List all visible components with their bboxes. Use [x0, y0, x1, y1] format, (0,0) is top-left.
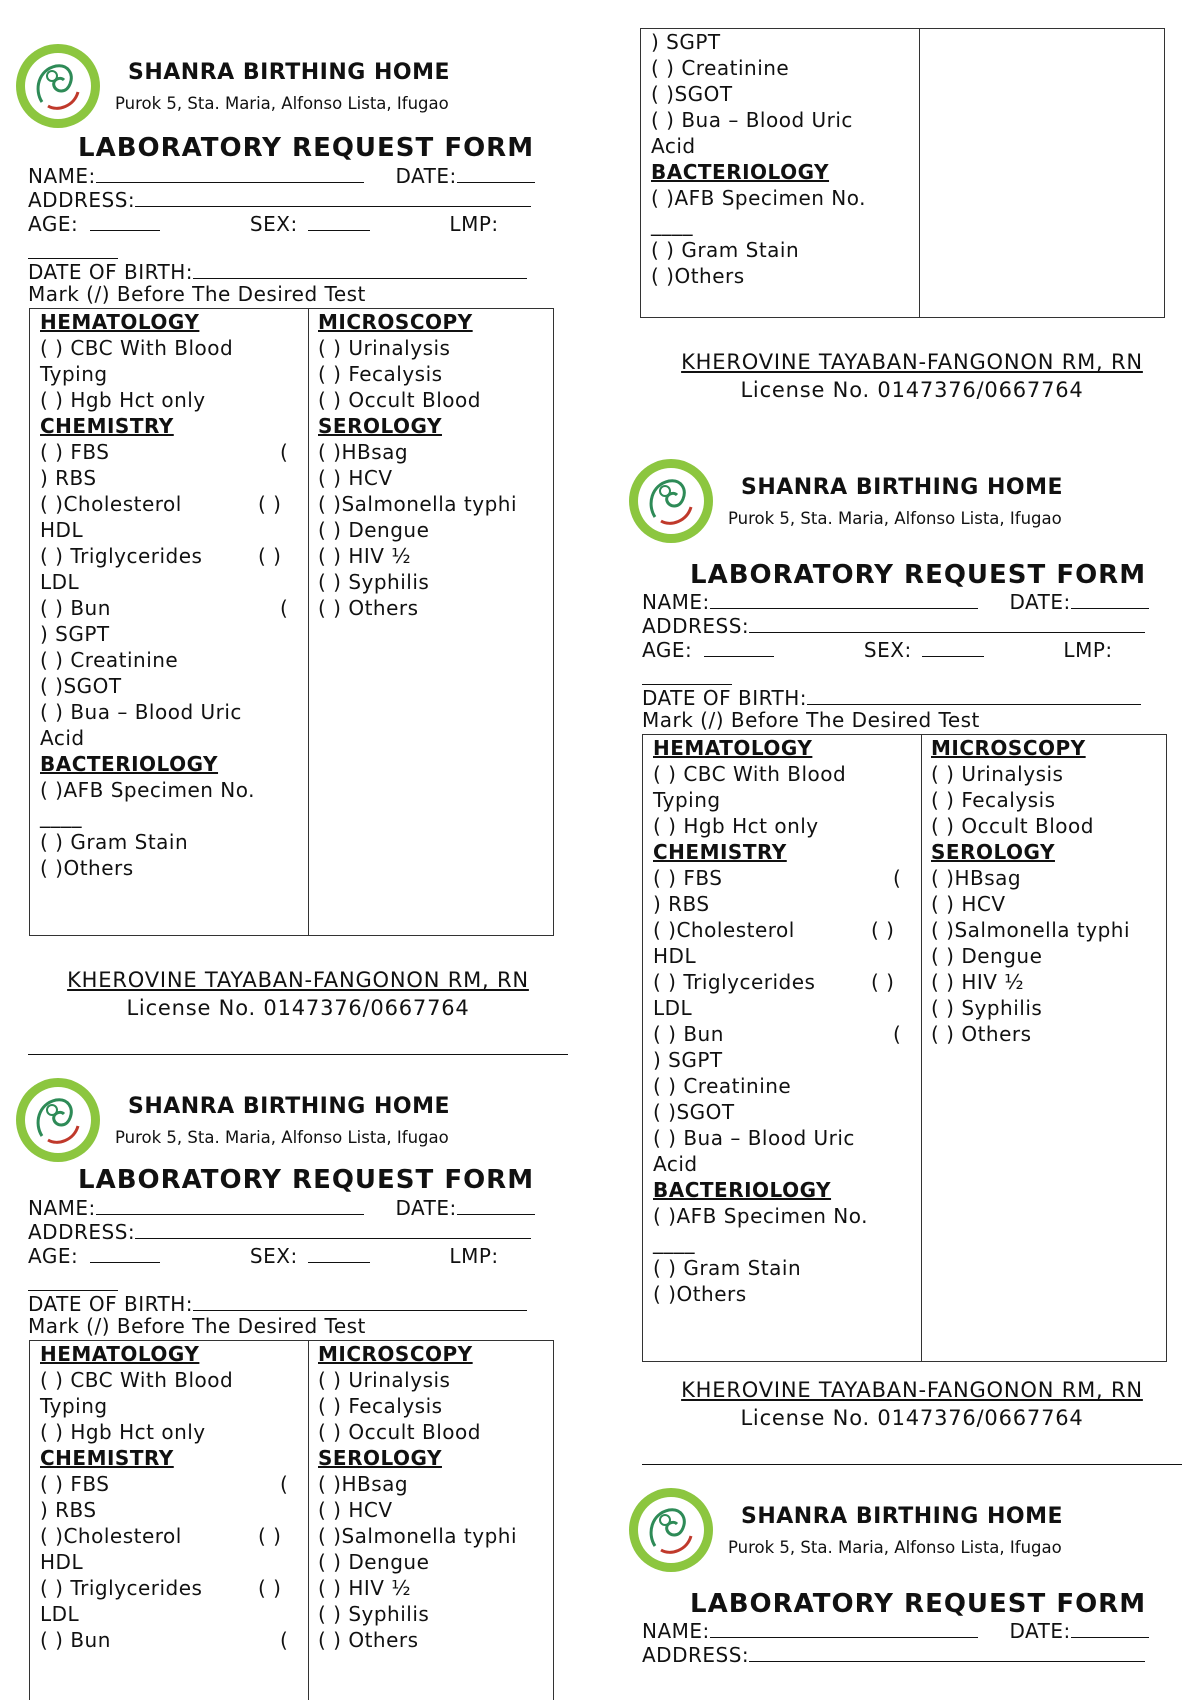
form4-header [625, 455, 1185, 565]
test-gram-stain[interactable]: ( ) Gram Stain [651, 238, 800, 262]
test-bun[interactable]: ( ) Bun ( [40, 596, 289, 620]
name-row: NAME: DATE: [28, 162, 535, 188]
sex-field[interactable] [308, 1242, 370, 1263]
name-row: NAME: DATE: [642, 588, 1149, 614]
sex-field[interactable] [922, 636, 984, 657]
dob-row: DATE OF BIRTH: [642, 684, 1141, 710]
age-field[interactable] [90, 210, 160, 231]
test-creatinine[interactable]: ( ) Creatinine [40, 648, 179, 672]
test-afb[interactable]: ( )AFB Specimen No. [651, 186, 866, 210]
dob-row: DATE OF BIRTH: [28, 1290, 527, 1316]
age-field[interactable] [90, 1242, 160, 1263]
test-table-continued [640, 28, 1165, 318]
test-salmonella[interactable]: ( )Salmonella typhi [931, 918, 1131, 942]
clinic-name: SHANRA BIRTHING HOME [128, 1094, 450, 1119]
test-others-sero[interactable]: ( ) Others [318, 596, 419, 620]
test-salmonella[interactable]: ( )Salmonella typhi [318, 1524, 518, 1548]
test-others-bact[interactable]: ( )Others [651, 264, 745, 288]
test-others-sero[interactable]: ( ) Others [318, 1628, 419, 1652]
section-bacteriology: BACTERIOLOGY [40, 752, 219, 776]
instruction: Mark (/) Before The Desired Test [642, 708, 980, 732]
test-ldl[interactable]: LDL [653, 996, 693, 1020]
test-table [29, 1340, 554, 1700]
form-title: LABORATORY REQUEST FORM [78, 1165, 535, 1195]
date-field[interactable] [457, 1194, 535, 1215]
clinic-name: SHANRA BIRTHING HOME [741, 475, 1063, 500]
address-field[interactable] [135, 186, 531, 207]
test-sgpt[interactable]: ) SGPT [653, 1048, 723, 1072]
clinic-address: Purok 5, Sta. Maria, Alfonso Lista, Ifugao [728, 509, 1062, 528]
test-syphilis[interactable]: ( ) Syphilis [318, 1602, 430, 1626]
test-cbc[interactable]: ( ) CBC With Blood [40, 1368, 234, 1392]
test-sgot[interactable]: ( )SGOT [651, 82, 733, 106]
section-microscopy: MICROSCOPY [318, 310, 473, 334]
dob-field[interactable] [807, 684, 1141, 705]
test-cholesterol[interactable]: ( )Cholesterol ( ) [40, 492, 282, 516]
address-row: ADDRESS: [28, 186, 531, 212]
test-table [29, 308, 554, 936]
afb-specimen-blank[interactable]: ____ [653, 1230, 695, 1254]
test-afb[interactable]: ( )AFB Specimen No. [653, 1204, 868, 1228]
test-others-sero[interactable]: ( ) Others [931, 1022, 1032, 1046]
section-chemistry: CHEMISTRY [40, 414, 174, 438]
test-rbs[interactable]: ) RBS [40, 1498, 97, 1522]
left-column: HEMATOLOGY ( ) CBC With Blood Typing ( ) Hgb Hct only CHEMISTRY ( ) FBS ( ) RBS ( )Cholesterol ( ) HDL ( ) Triglycerides ( ) LDL ( ) Bun ( ) SGPT ( ) Creatinine ( )SGOT ( ) Bua – Blood Uric Acid BACTERIOLOGY ( )AFB Specimen No. ____ ( ) Gram Stain ( )Others [653, 735, 913, 1307]
instruction: Mark (/) Before The Desired Test [28, 1314, 366, 1338]
test-others-bact[interactable]: ( )Others [653, 1282, 747, 1306]
clinic-address: Purok 5, Sta. Maria, Alfonso Lista, Ifugao [728, 1538, 1062, 1557]
clinic-logo-icon [12, 1074, 104, 1166]
right-column: MICROSCOPY ( ) Urinalysis ( ) Fecalysis ( ) Occult Blood SEROLOGY ( )HBsag ( ) HCV ( )Salmonella typhi ( ) Dengue ( ) HIV ½ ( ) Syphilis ( ) Others [318, 1341, 548, 1653]
test-salmonella[interactable]: ( )Salmonella typhi [318, 492, 518, 516]
age-row: AGE: SEX: LMP: [642, 638, 1113, 662]
name-field[interactable] [710, 1617, 978, 1638]
test-bua[interactable]: ( ) Bua – Blood Uric [653, 1126, 855, 1150]
test-fbs[interactable]: ( ) FBS ( [40, 1472, 289, 1496]
name-field[interactable] [710, 588, 978, 609]
form-title: LABORATORY REQUEST FORM [78, 133, 535, 163]
date-field[interactable] [1071, 1617, 1149, 1638]
address-row: ADDRESS: [642, 612, 1145, 638]
age-row: AGE: SEX: LMP: [28, 1244, 499, 1268]
test-creatinine[interactable]: ( ) Creatinine [653, 1074, 792, 1098]
clinic-logo-icon [625, 455, 717, 547]
test-hiv[interactable]: ( ) HIV ½ [931, 970, 1025, 994]
test-hbsag[interactable]: ( )HBsag [318, 440, 409, 464]
test-triglycerides[interactable]: ( ) Triglycerides ( ) [40, 544, 282, 568]
test-cbc[interactable]: ( ) CBC With Blood [653, 762, 847, 786]
test-triglycerides[interactable]: ( ) Triglycerides ( ) [653, 970, 895, 994]
section-hematology: HEMATOLOGY [40, 310, 200, 334]
test-hdl[interactable]: HDL [653, 944, 697, 968]
clinic-address: Purok 5, Sta. Maria, Alfonso Lista, Ifugao [115, 94, 449, 113]
test-hdl[interactable]: HDL [40, 518, 84, 542]
dob-row: DATE OF BIRTH: [28, 258, 527, 284]
date-field[interactable] [457, 162, 535, 183]
left-column: ) SGPT ( ) Creatinine ( )SGOT ( ) Bua – Blood Uric Acid BACTERIOLOGY ( )AFB Specimen No. ____ ( ) Gram Stain ( )Others [651, 29, 911, 289]
address-field[interactable] [749, 612, 1145, 633]
test-afb[interactable]: ( )AFB Specimen No. [40, 778, 255, 802]
test-syphilis[interactable]: ( ) Syphilis [931, 996, 1043, 1020]
test-bun[interactable]: ( ) Bun ( [40, 1628, 289, 1652]
test-occult-blood[interactable]: ( ) Occult Blood [318, 388, 481, 412]
test-hgb[interactable]: ( ) Hgb Hct only [40, 1420, 206, 1444]
test-occult-blood[interactable]: ( ) Occult Blood [931, 814, 1094, 838]
signatory-name: KHEROVINE TAYABAN-FANGONON RM, RN [67, 968, 529, 992]
test-ldl[interactable]: LDL [40, 570, 80, 594]
cut-line [28, 1054, 568, 1055]
test-sgot[interactable]: ( )SGOT [653, 1100, 735, 1124]
instruction: Mark (/) Before The Desired Test [28, 282, 366, 306]
license-number: License No. 0147376/0667764 [126, 996, 470, 1020]
signature-block: KHEROVINE TAYABAN-FANGONON RM, RN License No. 0147376/0667764 [681, 350, 1143, 402]
section-serology: SEROLOGY [318, 414, 442, 438]
test-bua[interactable]: ( ) Bua – Blood Uric [651, 108, 853, 132]
test-hdl[interactable]: HDL [40, 1550, 84, 1574]
test-cbc[interactable]: ( ) CBC With Blood [40, 336, 234, 360]
test-occult-blood[interactable]: ( ) Occult Blood [318, 1420, 481, 1444]
name-row: NAME: DATE: [642, 1617, 1149, 1643]
test-dengue[interactable]: ( ) Dengue [318, 518, 430, 542]
right-column [318, 309, 548, 621]
test-fecalysis[interactable]: ( ) Fecalysis [318, 1394, 443, 1418]
address-field[interactable] [135, 1218, 531, 1239]
test-hbsag[interactable]: ( )HBsag [931, 866, 1022, 890]
name-field[interactable] [96, 1194, 364, 1215]
sex-field[interactable] [308, 210, 370, 231]
test-fecalysis[interactable]: ( ) Fecalysis [318, 362, 443, 386]
clinic-name: SHANRA BIRTHING HOME [128, 60, 450, 85]
form5-header [625, 1484, 1185, 1594]
test-cholesterol[interactable]: ( )Cholesterol ( ) [653, 918, 895, 942]
test-cholesterol[interactable]: ( )Cholesterol ( ) [40, 1524, 282, 1548]
age-field[interactable] [704, 636, 774, 657]
test-dengue[interactable]: ( ) Dengue [318, 1550, 430, 1574]
test-syphilis[interactable]: ( ) Syphilis [318, 570, 430, 594]
test-urinalysis[interactable]: ( ) Urinalysis [318, 1368, 451, 1392]
date-field[interactable] [1071, 588, 1149, 609]
address-field[interactable] [749, 1641, 1145, 1662]
afb-specimen-blank[interactable]: ____ [40, 804, 82, 828]
form-title: LABORATORY REQUEST FORM [690, 560, 1147, 590]
test-dengue[interactable]: ( ) Dengue [931, 944, 1043, 968]
test-triglycerides[interactable]: ( ) Triglycerides ( ) [40, 1576, 282, 1600]
test-urinalysis[interactable]: ( ) Urinalysis [931, 762, 1064, 786]
test-table [642, 734, 1167, 1362]
test-gram-stain[interactable]: ( ) Gram Stain [40, 830, 189, 854]
form-title: LABORATORY REQUEST FORM [690, 1589, 1147, 1619]
address-row: ADDRESS: [28, 1218, 531, 1244]
test-hiv[interactable]: ( ) HIV ½ [318, 1576, 412, 1600]
test-ldl[interactable]: LDL [40, 1602, 80, 1626]
clinic-name: SHANRA BIRTHING HOME [741, 1504, 1063, 1529]
clinic-logo-icon [625, 1484, 717, 1576]
dob-field[interactable] [193, 1290, 527, 1311]
test-sgpt[interactable]: ) SGPT [40, 622, 110, 646]
test-rbs[interactable]: ) RBS [40, 466, 97, 490]
test-others-bact[interactable]: ( )Others [40, 856, 134, 880]
test-fbs[interactable]: ( ) FBS ( [653, 866, 902, 890]
test-sgot[interactable]: ( )SGOT [40, 674, 122, 698]
test-bua[interactable]: ( ) Bua – Blood Uric [40, 700, 242, 724]
left-column: HEMATOLOGY ( ) CBC With Blood Typing ( ) Hgb Hct only CHEMISTRY ( ) FBS ( ) RBS ( )Cholesterol ( ) HDL ( ) Triglycerides ( ) LDL ( ) Bun ( ) SGPT ( ) Creatinine ( )SGOT ( ) Bua – Blood Uric Acid BACTERIOLOGY ( )AFB Specimen No. ____ ( ) Gram Stain ( )Others [40, 309, 300, 881]
test-hcv[interactable]: ( ) HCV [318, 466, 393, 490]
test-fecalysis[interactable]: ( ) Fecalysis [931, 788, 1056, 812]
test-hgb[interactable]: ( ) Hgb Hct only [40, 388, 206, 412]
test-gram-stain[interactable]: ( ) Gram Stain [653, 1256, 802, 1280]
test-hcv[interactable]: ( ) HCV [931, 892, 1006, 916]
name-field[interactable] [96, 162, 364, 183]
test-urinalysis[interactable]: ( ) Urinalysis [318, 336, 451, 360]
age-row: AGE: SEX: LMP: [28, 212, 499, 236]
afb-specimen-blank[interactable]: ____ [651, 212, 693, 236]
right-column: MICROSCOPY ( ) Urinalysis ( ) Fecalysis ( ) Occult Blood SEROLOGY ( )HBsag ( ) HCV ( )Salmonella typhi ( ) Dengue ( ) HIV ½ ( ) Syphilis ( ) Others [931, 735, 1161, 1047]
test-bun[interactable]: ( ) Bun ( [653, 1022, 902, 1046]
clinic-logo-icon [12, 40, 104, 132]
name-row: NAME: DATE: [28, 1194, 535, 1220]
cut-line [642, 1464, 1182, 1465]
test-hiv[interactable]: ( ) HIV ½ [318, 544, 412, 568]
dob-field[interactable] [193, 258, 527, 279]
test-hcv[interactable]: ( ) HCV [318, 1498, 393, 1522]
clinic-address: Purok 5, Sta. Maria, Alfonso Lista, Ifugao [115, 1128, 449, 1147]
test-hgb[interactable]: ( ) Hgb Hct only [653, 814, 819, 838]
signature-block: KHEROVINE TAYABAN-FANGONON RM, RN License No. 0147376/0667764 [681, 1378, 1143, 1430]
test-rbs[interactable]: ) RBS [653, 892, 710, 916]
signature-block [28, 968, 568, 1020]
test-sgpt[interactable]: ) SGPT [651, 30, 721, 54]
address-row: ADDRESS: [642, 1641, 1145, 1667]
test-creatinine[interactable]: ( ) Creatinine [651, 56, 790, 80]
test-hbsag[interactable]: ( )HBsag [318, 1472, 409, 1496]
test-fbs[interactable]: ( ) FBS ( [40, 440, 289, 464]
left-column: HEMATOLOGY ( ) CBC With Blood Typing ( ) Hgb Hct only CHEMISTRY ( ) FBS ( ) RBS ( )Cholesterol ( ) HDL ( ) Triglycerides ( ) LDL ( ) Bun ( [40, 1341, 300, 1653]
